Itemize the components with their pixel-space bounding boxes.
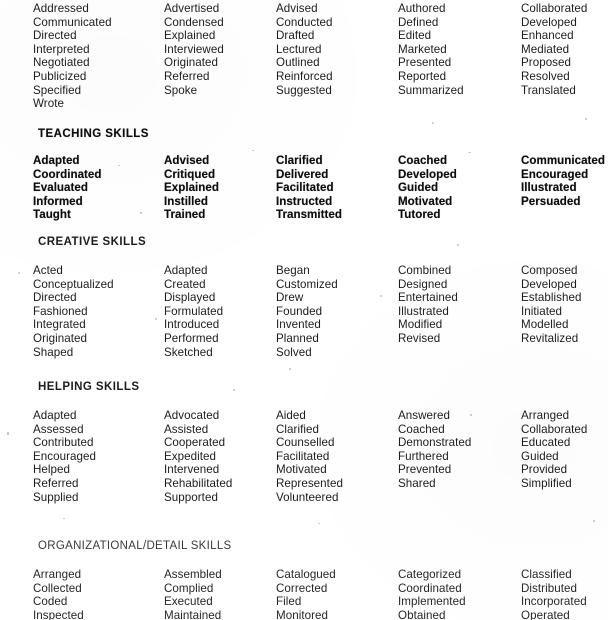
skill-word: Supplied: [33, 490, 79, 504]
skill-word: Coached: [398, 422, 445, 436]
skill-word: Designed: [398, 277, 448, 291]
word-column-3: [276, 568, 336, 620]
skill-word: Interpreted: [33, 42, 90, 56]
word-column-1: [33, 2, 112, 111]
skill-word: Developed: [398, 167, 457, 181]
skill-word: Authored: [398, 2, 446, 15]
skill-word: Solved: [276, 345, 312, 359]
scan-speck: [318, 523, 320, 524]
skill-word: Drafted: [276, 29, 315, 43]
skill-word: Defined: [398, 15, 439, 29]
skill-word: Illustrated: [521, 181, 577, 195]
skill-word: Illustrated: [398, 304, 449, 318]
skill-word: Clarified: [276, 154, 323, 167]
skill-word: Addressed: [33, 2, 89, 15]
skill-word: Adapted: [164, 264, 208, 277]
skill-word: Operated: [521, 608, 570, 620]
skill-word: Volunteered: [276, 490, 339, 504]
skill-word: Advertised: [164, 2, 220, 15]
section-header-creative: CREATIVE SKILLS: [38, 236, 147, 248]
skill-word: Executed: [164, 595, 213, 609]
scan-speck: [140, 212, 142, 214]
skill-word: Developed: [521, 277, 577, 291]
word-column-3: [276, 2, 333, 97]
section-header-teaching: TEACHING SKILLS: [38, 128, 149, 140]
skill-word: Established: [521, 291, 582, 305]
skill-word: Evaluated: [33, 181, 88, 195]
skill-word: Shared: [398, 476, 436, 490]
skill-word: Educated: [521, 436, 571, 450]
skill-word: Collected: [33, 581, 82, 595]
skill-word: Cooperated: [164, 436, 226, 450]
skill-word: Invented: [276, 318, 321, 332]
word-column-1: [33, 568, 84, 620]
skill-word: Demonstrated: [398, 436, 472, 450]
word-column-3: [276, 154, 342, 222]
skill-word: Motivated: [276, 463, 327, 477]
skill-word: Coded: [33, 595, 68, 609]
word-column-1: [33, 154, 102, 222]
skill-word: Mediated: [521, 42, 570, 56]
skill-word: Revitalized: [521, 331, 579, 345]
skill-word: Referred: [164, 69, 210, 83]
skill-word: Supported: [164, 490, 218, 504]
skill-word: Intervened: [164, 463, 220, 477]
skill-word: Arranged: [521, 409, 570, 422]
skill-word: Transmitted: [276, 208, 342, 222]
skill-word: Sketched: [164, 345, 213, 359]
skill-word: Encouraged: [521, 167, 589, 181]
skill-word: Fashioned: [33, 304, 88, 318]
word-column-5: [521, 568, 587, 620]
skill-word: Coordinated: [398, 581, 462, 595]
skill-word: Adapted: [33, 409, 77, 422]
skill-word: Planned: [276, 331, 319, 345]
word-column-2: [164, 568, 222, 620]
skill-word: Instructed: [276, 194, 333, 208]
skill-word: Acted: [33, 264, 63, 277]
skill-word: Assisted: [164, 422, 209, 436]
scan-speck: [432, 122, 434, 124]
skill-word: Corrected: [276, 581, 328, 595]
word-column-4: [398, 409, 471, 491]
skill-word: Encouraged: [33, 449, 97, 463]
skill-word: Originated: [164, 56, 218, 70]
skill-word: Referred: [33, 476, 79, 490]
skill-word: Instilled: [164, 194, 208, 208]
skill-word: Advised: [276, 2, 318, 15]
scan-speck: [252, 150, 254, 151]
scan-speck: [457, 244, 459, 246]
skill-word: Incorporated: [521, 595, 587, 609]
skill-word: Conceptualized: [33, 277, 114, 291]
skill-word: Communicated: [33, 15, 112, 29]
skill-word: Advocated: [164, 409, 220, 422]
skill-word: Monitored: [276, 608, 329, 620]
scan-speck: [289, 368, 291, 370]
skill-word: Communicated: [521, 154, 605, 167]
skill-word: Displayed: [164, 291, 216, 305]
skill-word: Condensed: [164, 15, 224, 29]
skill-word: Aided: [276, 409, 306, 422]
skill-word: Enhanced: [521, 29, 574, 43]
skill-word: Filed: [276, 595, 302, 609]
skill-word: Coached: [398, 154, 448, 167]
skill-word: Taught: [33, 208, 71, 222]
skill-word: Assembled: [164, 568, 222, 581]
word-column-4: [398, 568, 466, 620]
skill-word: Began: [276, 264, 310, 277]
skill-word: Founded: [276, 304, 323, 318]
skill-word: Represented: [276, 476, 343, 490]
skill-word: Directed: [33, 291, 77, 305]
word-column-1: [33, 264, 114, 359]
skill-word: Developed: [521, 15, 577, 29]
word-column-2: [164, 154, 219, 222]
skill-word: Reported: [398, 69, 447, 83]
skill-word: Counselled: [276, 436, 335, 450]
scan-speck: [468, 152, 471, 153]
skill-word: Delivered: [276, 167, 329, 181]
word-column-2: [164, 2, 224, 97]
skill-word: Explained: [164, 181, 219, 195]
skill-word: Directed: [33, 29, 77, 43]
skill-word: Adapted: [33, 154, 80, 167]
skill-word: Furthered: [398, 449, 449, 463]
skill-word: Collaborated: [521, 422, 588, 436]
word-column-4: [398, 264, 458, 346]
skill-word: Created: [164, 277, 206, 291]
skill-word: Shaped: [33, 345, 74, 359]
skill-word: Facilitated: [276, 449, 330, 463]
skill-word: Classified: [521, 568, 572, 581]
skill-word: Helped: [33, 463, 71, 477]
skill-word: Explained: [164, 29, 216, 43]
word-column-4: [398, 154, 457, 222]
skill-word: Introduced: [164, 318, 220, 332]
skill-word: Reinforced: [276, 69, 333, 83]
skill-word: Entertained: [398, 291, 458, 305]
skill-word: Initiated: [521, 304, 563, 318]
scan-speck: [585, 118, 587, 120]
scan-speck: [63, 518, 65, 519]
skill-word: Persuaded: [521, 194, 581, 208]
skill-word: Specified: [33, 83, 82, 97]
skill-word: Revised: [398, 331, 441, 345]
skill-word: Expedited: [164, 449, 217, 463]
skill-word: Trained: [164, 208, 206, 222]
skill-word: Arranged: [33, 568, 82, 581]
skill-word: Translated: [521, 83, 576, 97]
skill-word: Performed: [164, 331, 219, 345]
skill-word: Inspected: [33, 608, 84, 620]
word-column-2: [164, 264, 223, 359]
skill-word: Resolved: [521, 69, 570, 83]
skill-word: Maintained: [164, 608, 222, 620]
skill-word: Categorized: [398, 568, 462, 581]
section-header-organizational: ORGANIZATIONAL/DETAIL SKILLS: [38, 540, 232, 552]
scan-speck: [7, 432, 9, 435]
skill-word: Coordinated: [33, 167, 102, 181]
skill-word: Motivated: [398, 194, 453, 208]
scan-speck: [593, 520, 595, 522]
scan-speck: [233, 389, 235, 391]
scan-speck: [380, 295, 382, 297]
skill-word: Obtained: [398, 608, 446, 620]
skill-word: Conducted: [276, 15, 333, 29]
skill-word: Summarized: [398, 83, 464, 97]
skill-word: Negotiated: [33, 56, 90, 70]
skill-word: Outlined: [276, 56, 320, 70]
word-column-3: [276, 409, 343, 504]
scan-speck: [118, 165, 120, 166]
skill-word: Collaborated: [521, 2, 588, 15]
skill-word: Integrated: [33, 318, 86, 332]
skill-word: Suggested: [276, 83, 332, 97]
skill-word: Edited: [398, 29, 432, 43]
scan-speck: [18, 272, 20, 274]
skill-word: Proposed: [521, 56, 572, 70]
skill-word: Assessed: [33, 422, 84, 436]
word-column-5: [521, 154, 605, 208]
word-column-4: [398, 2, 464, 97]
skill-word: Presented: [398, 56, 452, 70]
word-column-3: [276, 264, 338, 359]
skill-word: Guided: [398, 181, 439, 195]
skill-word: Combined: [398, 264, 452, 277]
skill-word: Clarified: [276, 422, 319, 436]
skill-word: Marketed: [398, 42, 447, 56]
skill-word: Lectured: [276, 42, 322, 56]
skill-word: Implemented: [398, 595, 466, 609]
word-column-5: [521, 2, 587, 97]
skill-word: Contributed: [33, 436, 94, 450]
skill-word: Formulated: [164, 304, 224, 318]
skill-word: Simplified: [521, 476, 572, 490]
skill-word: Distributed: [521, 581, 577, 595]
skill-word: Tutored: [398, 208, 441, 222]
skill-word: Modified: [398, 318, 443, 332]
skill-word: Publicized: [33, 69, 87, 83]
skill-word: Complied: [164, 581, 214, 595]
word-column-2: [164, 409, 232, 504]
scan-speck: [155, 318, 157, 320]
word-column-5: [521, 409, 587, 491]
skill-word: Prevented: [398, 463, 452, 477]
skill-word: Facilitated: [276, 181, 334, 195]
skill-word: Answered: [398, 409, 450, 422]
section-header-helping: HELPING SKILLS: [38, 381, 140, 393]
skill-word: Spoke: [164, 83, 198, 97]
word-column-5: [521, 264, 582, 346]
skill-word: Informed: [33, 194, 83, 208]
skill-word: Modelled: [521, 318, 569, 332]
skill-word: Interviewed: [164, 42, 224, 56]
skill-word: Drew: [276, 291, 304, 305]
skill-word: Provided: [521, 463, 568, 477]
skill-word: Wrote: [33, 97, 64, 111]
skill-word: Advised: [164, 154, 210, 167]
skill-word: Originated: [33, 331, 87, 345]
skill-word: Rehabilitated: [164, 476, 233, 490]
skill-word: Guided: [521, 449, 559, 463]
skill-word: Catalogued: [276, 568, 336, 581]
word-column-1: [33, 409, 96, 504]
skill-word: Critiqued: [164, 167, 216, 181]
skill-word: Composed: [521, 264, 578, 277]
skill-word: Customized: [276, 277, 338, 291]
